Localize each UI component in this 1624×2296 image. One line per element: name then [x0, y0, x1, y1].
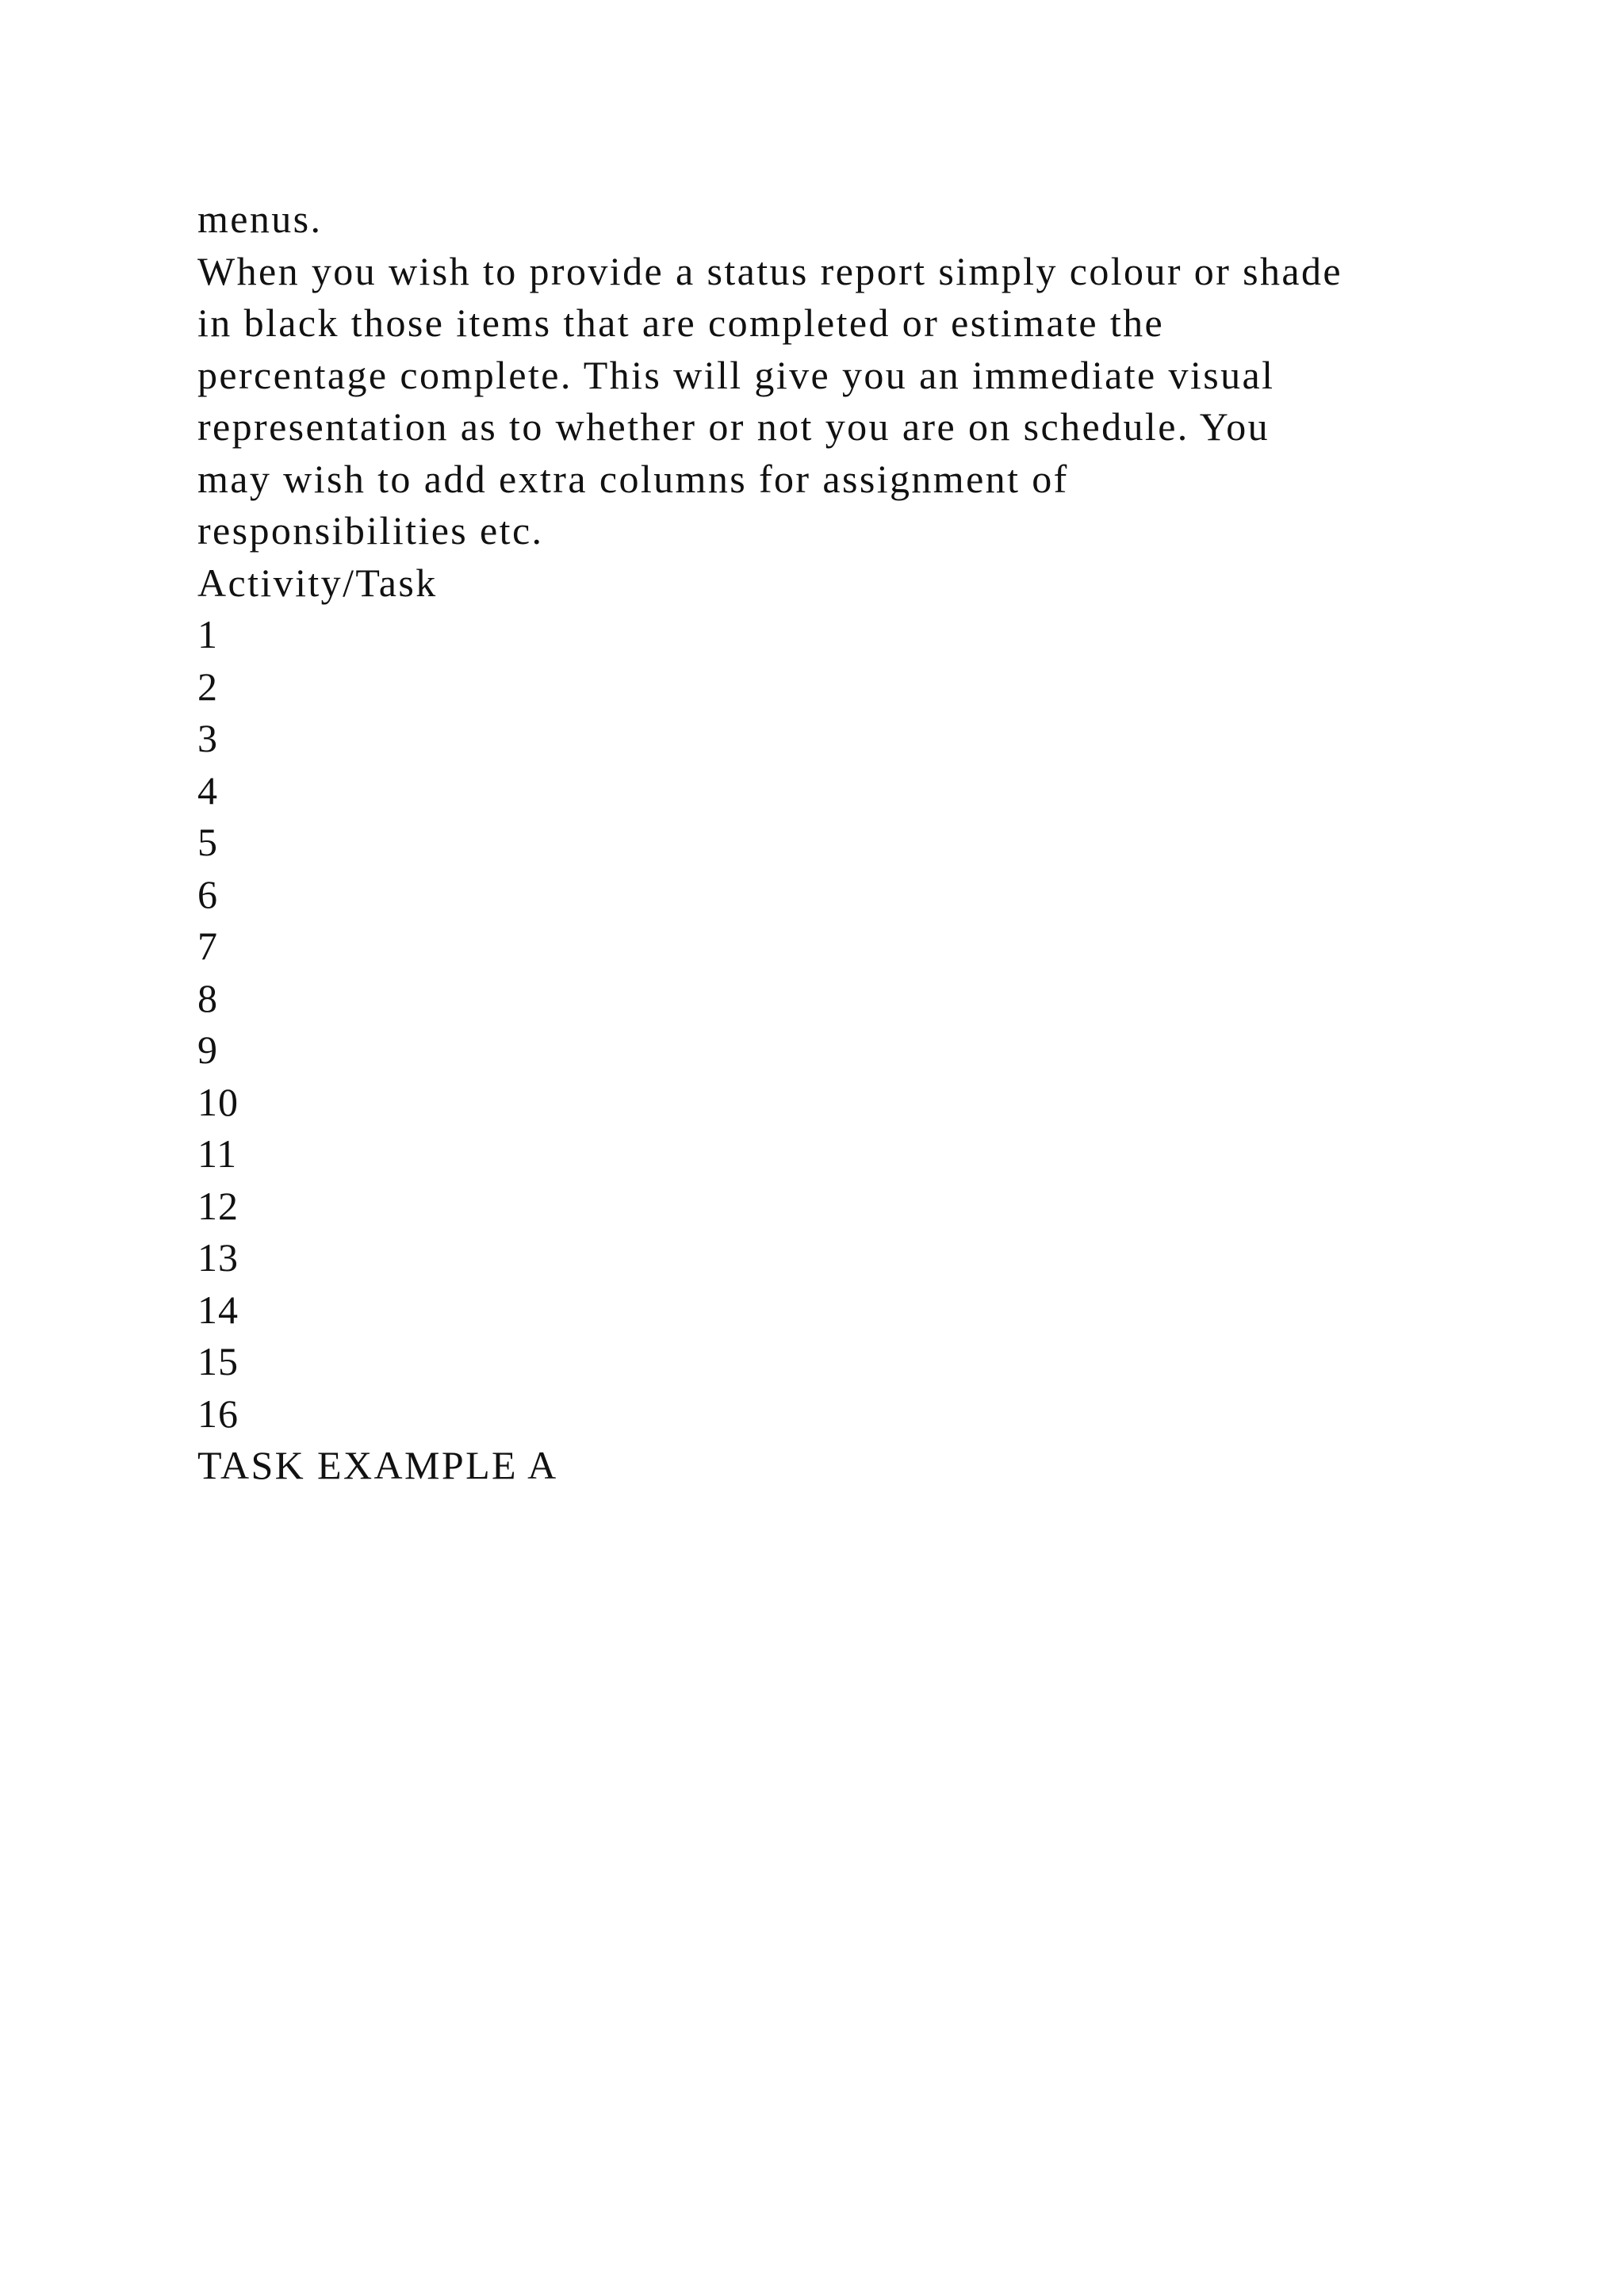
- task-number: 12: [197, 1183, 239, 1228]
- paragraph-line: When you wish to provide a status report simply colour or shade: [197, 248, 1342, 293]
- task-number: 8: [197, 975, 218, 1020]
- paragraph-line: responsibilities etc.: [197, 508, 544, 553]
- task-number: 14: [197, 1287, 239, 1332]
- intro-line: menus.: [197, 197, 323, 241]
- paragraph-line: representation as to whether or not you are on schedule. You: [197, 404, 1270, 449]
- task-number: 6: [197, 871, 218, 916]
- paragraph-line: percentage complete. This will give you an immediate visual: [197, 352, 1275, 397]
- task-number: 16: [197, 1391, 239, 1436]
- task-number: 15: [197, 1339, 239, 1383]
- task-number: 11: [197, 1131, 238, 1176]
- task-number: 3: [197, 716, 218, 760]
- task-number: 13: [197, 1235, 239, 1280]
- table-header: Activity/Task: [197, 560, 438, 605]
- task-number: 2: [197, 664, 218, 709]
- example-label: TASK EXAMPLE A: [197, 1443, 558, 1487]
- paragraph-line: in black those items that are completed or estimate the: [197, 300, 1165, 345]
- paragraph-line: may wish to add extra columns for assignment of: [197, 456, 1069, 501]
- task-number: 9: [197, 1027, 218, 1072]
- document-body: [197, 193, 1482, 1492]
- task-number: 5: [197, 820, 218, 864]
- task-number: 10: [197, 1079, 239, 1124]
- task-number: 7: [197, 924, 218, 968]
- task-number: 1: [197, 612, 218, 656]
- task-number: 4: [197, 767, 218, 813]
